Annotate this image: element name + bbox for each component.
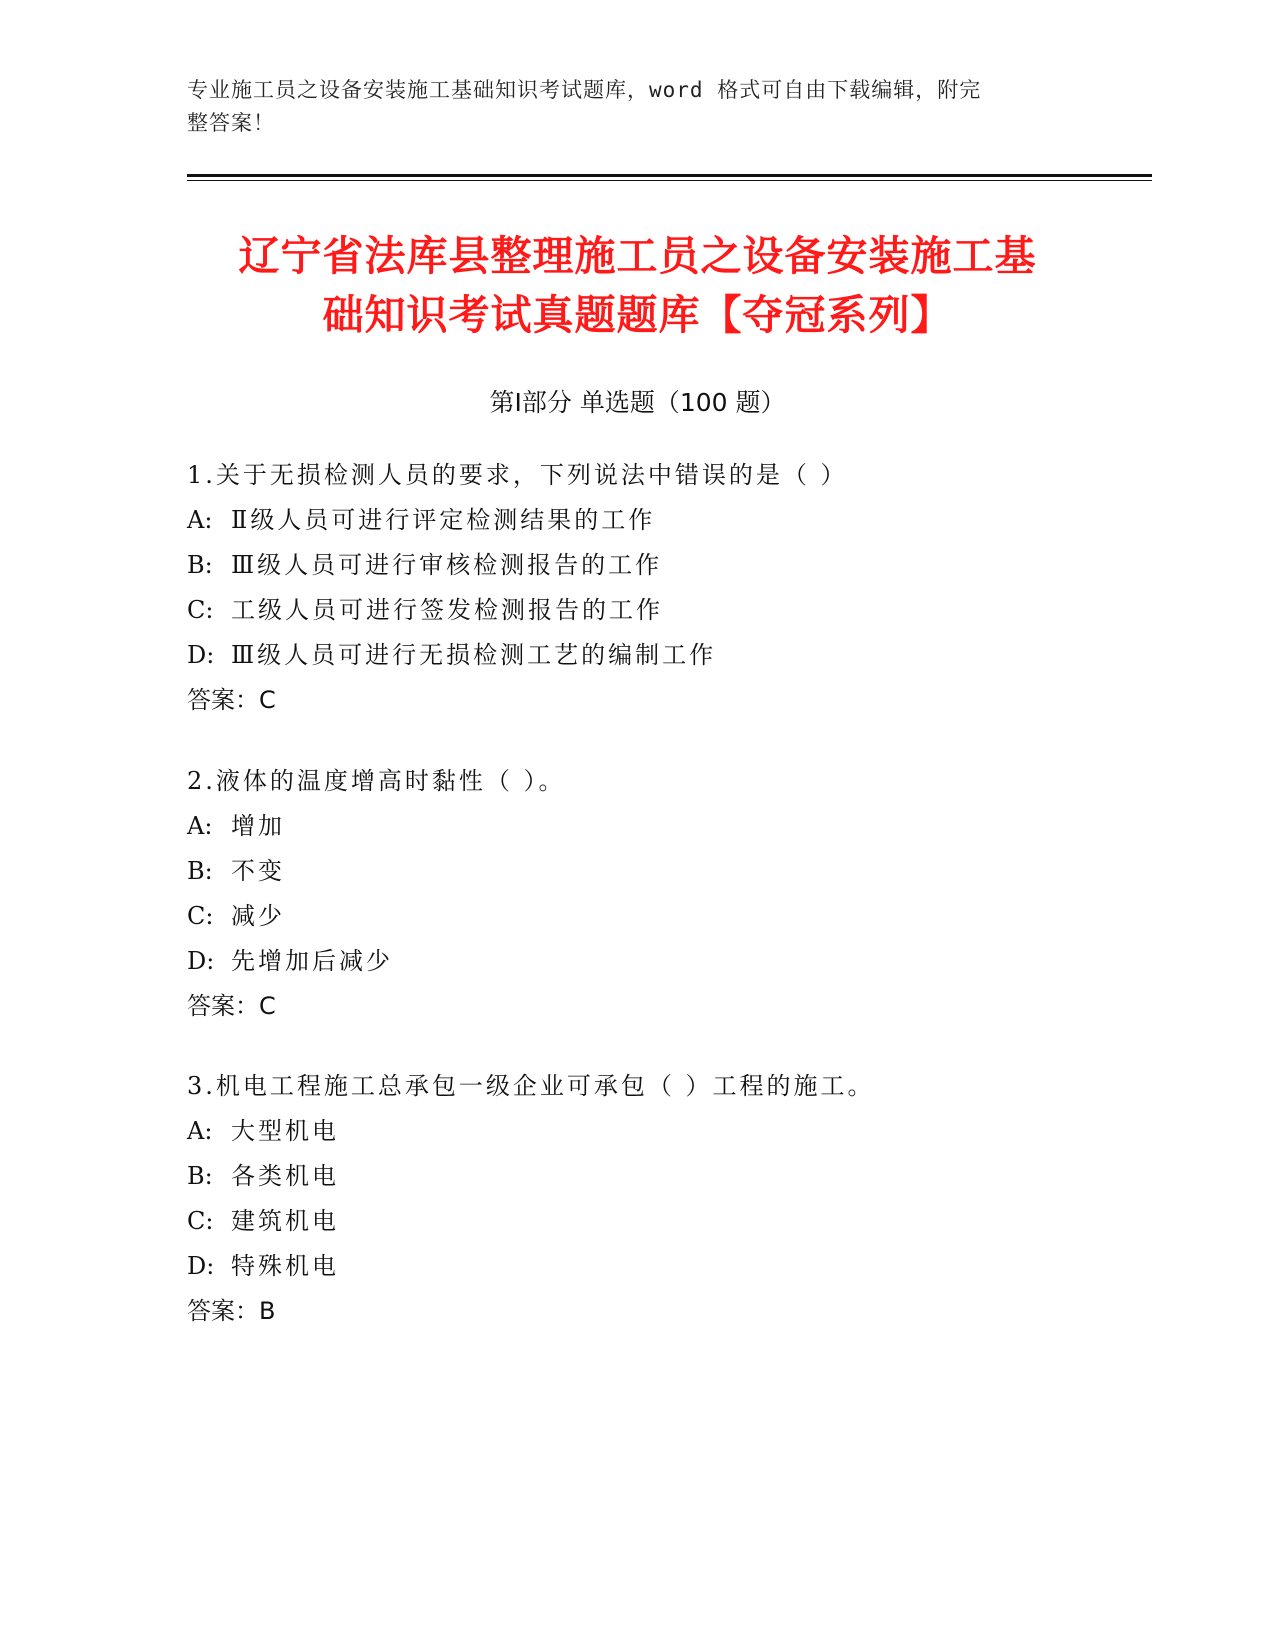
option-a (187, 1109, 1147, 1154)
option-key: B: (187, 1162, 213, 1190)
section-heading: 第Ⅰ部分 单选题（100 题） (489, 388, 786, 417)
answer: 答案：C (187, 992, 276, 1020)
option-key: C: (187, 902, 214, 930)
option-d (187, 633, 1147, 678)
option-text: 不变 (231, 857, 285, 885)
answer: 答案：B (187, 1297, 276, 1325)
option-b (187, 1154, 1147, 1199)
header-note-line-2: 整答案！ (187, 111, 275, 135)
option-key: A: (187, 812, 213, 840)
option-d (187, 1244, 1147, 1289)
option-c (187, 894, 1147, 939)
header-divider-thin (187, 180, 1152, 181)
option-key: B: (187, 551, 213, 579)
question-3 (187, 1064, 1147, 1334)
option-b (187, 543, 1147, 588)
question-2 (187, 759, 1147, 1029)
option-text: Ⅲ级人员可进行审核检测报告的工作 (231, 551, 663, 579)
question-1 (187, 453, 1147, 723)
question-stem: 2.液体的温度增高时黏性（ ）。 (187, 767, 566, 795)
option-a (187, 498, 1147, 543)
option-text: Ⅱ级人员可进行评定检测结果的工作 (231, 506, 656, 534)
option-text: 各类机电 (231, 1162, 339, 1190)
option-b (187, 849, 1147, 894)
option-key: A: (187, 1117, 213, 1145)
option-key: B: (187, 857, 213, 885)
option-key: C: (187, 1207, 214, 1235)
option-text: 特殊机电 (231, 1252, 339, 1280)
document-title-line-1: 辽宁省法库县整理施工员之设备安装施工基 (238, 232, 1037, 280)
header-note (187, 74, 1087, 140)
header-divider-thick (187, 174, 1152, 177)
option-text: 大型机电 (231, 1117, 339, 1145)
option-text: 建筑机电 (231, 1207, 339, 1235)
option-text: 增加 (231, 812, 285, 840)
option-text: 工级人员可进行签发检测报告的工作 (231, 596, 663, 624)
question-stem: 1.关于无损检测人员的要求，下列说法中错误的是（ ） (187, 461, 848, 489)
answer: 答案：C (187, 686, 276, 714)
option-key: D: (187, 1252, 215, 1280)
option-key: D: (187, 947, 215, 975)
document-title (150, 227, 1125, 345)
option-text: 减少 (231, 902, 285, 930)
header-note-line-1: 专业施工员之设备安装施工基础知识考试题库，word 格式可自由下载编辑，附完 (187, 78, 982, 102)
option-d (187, 939, 1147, 984)
option-a (187, 804, 1147, 849)
option-key: D: (187, 641, 215, 669)
option-key: A: (187, 506, 213, 534)
option-text: Ⅲ级人员可进行无损检测工艺的编制工作 (231, 641, 717, 669)
document-title-line-2: 础知识考试真题题库【夺冠系列】 (322, 291, 953, 339)
option-text: 先增加后减少 (231, 947, 393, 975)
option-key: C: (187, 596, 214, 624)
question-stem: 3.机电工程施工总承包一级企业可承包（ ）工程的施工。 (187, 1072, 875, 1100)
option-c (187, 1199, 1147, 1244)
option-c (187, 588, 1147, 633)
